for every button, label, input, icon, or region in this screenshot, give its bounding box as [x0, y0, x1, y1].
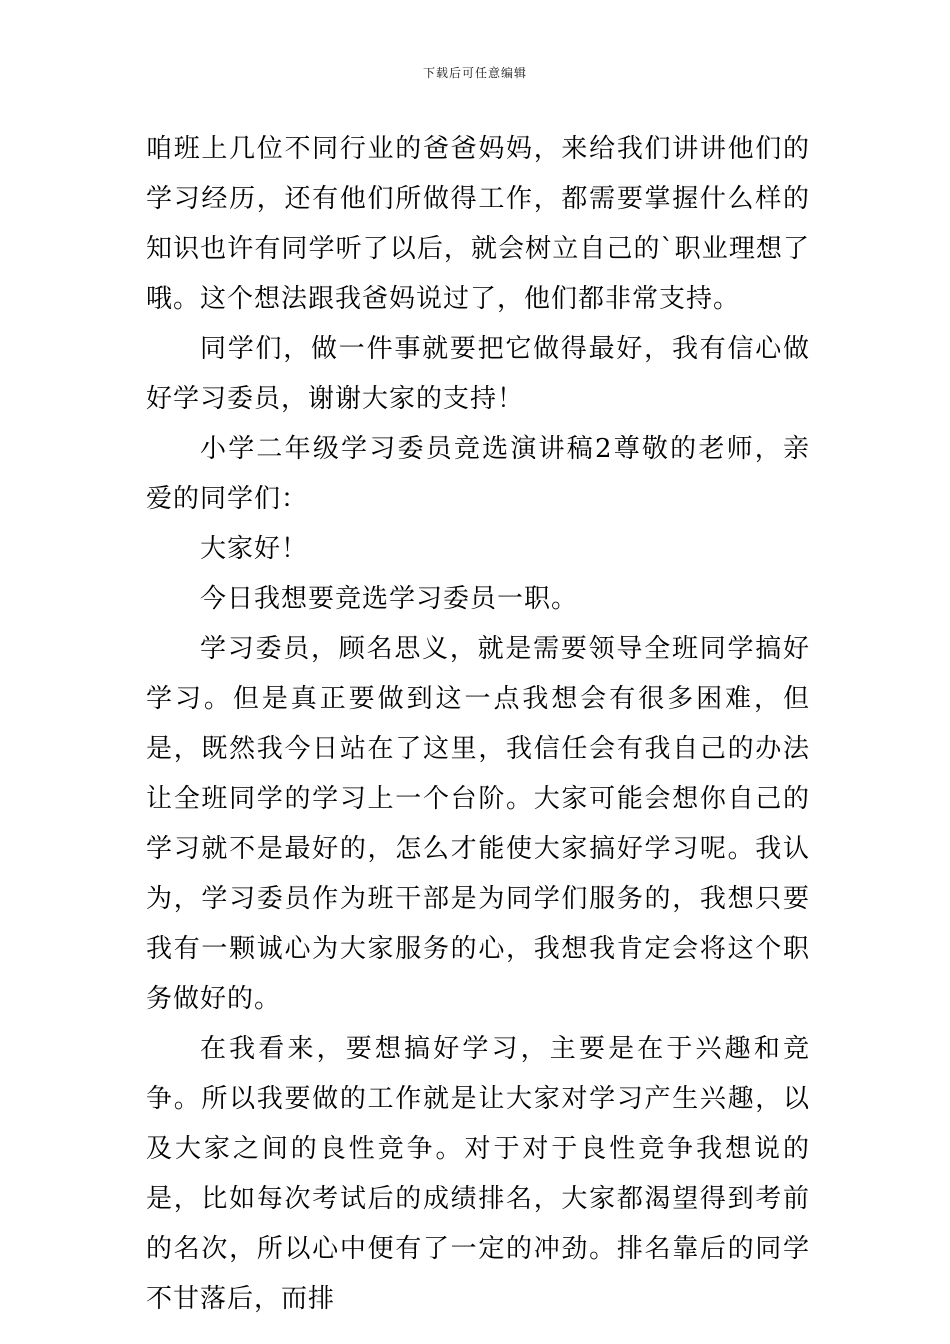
paragraph-7: 在我看来，要想搞好学习，主要是在于兴趣和竞争。所以我要做的工作就是让大家对学习产生兴趣，以及大家之间的良性竞争。对于对于良性竞争我想说的是，比如每次考试后的成绩排名，大家都渴望得到考前的名次，所以心中便有了一定的冲劲。排名靠后的同学不甘落后，而排 [146, 1034, 810, 1314]
paragraph-3: 小学二年级学习委员竞选演讲稿2尊敬的老师，亲爱的同学们： [146, 434, 810, 514]
paragraph-2: 同学们，做一件事就要把它做得最好，我有信心做好学习委员，谢谢大家的支持！ [146, 334, 810, 414]
header-note: 下载后可任意编辑 [422, 66, 527, 80]
paragraph-4: 大家好！ [200, 534, 309, 564]
document-body [146, 124, 810, 1324]
paragraph-1: 咱班上几位不同行业的爸爸妈妈，来给我们讲讲他们的学习经历，还有他们所做得工作，都需要掌握什么样的知识也许有同学听了以后，就会树立自己的`职业理想了哦。这个想法跟我爸妈说过了，他们都非常支持。 [146, 134, 810, 314]
paragraph-5: 今日我想要竞选学习委员一职。 [200, 584, 579, 614]
paragraph-6: 学习委员，顾名思义，就是需要领导全班同学搞好学习。但是真正要做到这一点我想会有很多困难，但是，既然我今日站在了这里，我信任会有我自己的办法让全班同学的学习上一个台阶。大家可能会想你自己的学习就不是最好的，怎么才能使大家搞好学习呢。我认为，学习委员作为班干部是为同学们服务的，我想只要我有一颗诚心为大家服务的心，我想我肯定会将这个职务做好的。 [146, 634, 810, 1014]
